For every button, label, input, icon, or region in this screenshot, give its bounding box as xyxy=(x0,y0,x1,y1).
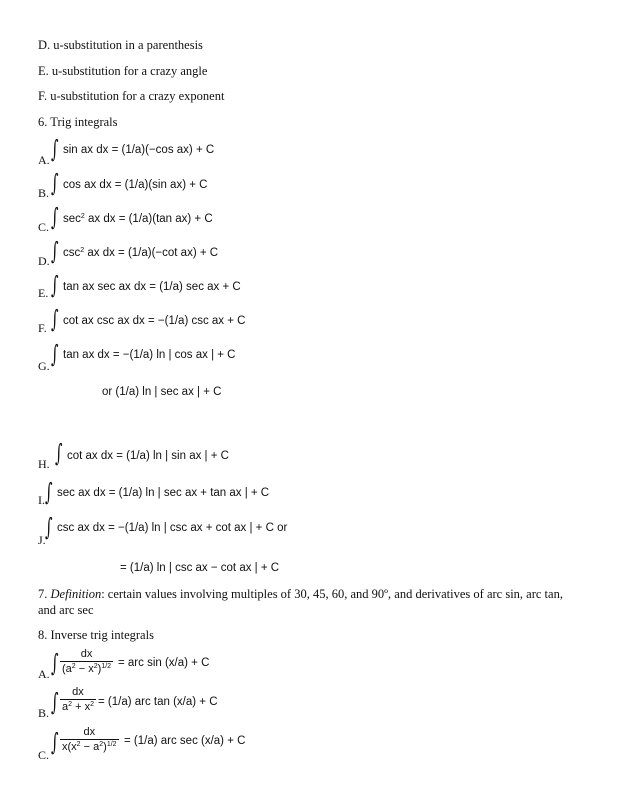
trig-label-c: C. xyxy=(38,220,50,234)
trig-formula-b: cos ax dx = (1/a)(sin ax) + C xyxy=(63,179,208,191)
integral-symbol: ∫ xyxy=(51,203,59,231)
fraction-denominator: $a^2 + x^2$ xyxy=(62,701,94,713)
fraction-numerator: dx xyxy=(72,686,84,698)
inverse-label-a: A. xyxy=(38,667,50,681)
integral-symbol: ∫ xyxy=(55,439,63,467)
integral-symbol: ∫ xyxy=(51,169,59,197)
trig-label-e: E. xyxy=(38,286,49,300)
item-d-parenthesis: D. u-substitution in a parenthesis xyxy=(38,38,203,52)
item-e-crazy-angle: E. u-substitution for a crazy angle xyxy=(38,64,208,78)
trig-formula-a: sin ax dx = (1/a)(−cos ax) + C xyxy=(63,144,215,156)
fraction-bar xyxy=(60,739,119,740)
fraction-denominator: $(a^2 - x^2)^{1/2}$ xyxy=(62,663,112,675)
trig-formula-c: $\sec^2$ ax dx = (1/a)(tan ax) + C xyxy=(63,213,213,225)
integral-symbol: ∫ xyxy=(51,340,59,368)
integral-symbol: ∫ xyxy=(51,649,59,677)
inverse-result-c: = (1/a) arc sec (x/a) + C xyxy=(124,735,246,747)
trig-label-b: B. xyxy=(38,186,50,200)
inverse-trig-heading: 8. Inverse trig integrals xyxy=(38,628,154,642)
inverse-fraction-b xyxy=(60,686,96,713)
trig-formula-d: $\csc^2$ ax dx = (1/a)(−cot ax) + C xyxy=(63,247,219,259)
integral-symbol: ∫ xyxy=(45,513,53,541)
fraction-numerator: dx xyxy=(83,726,96,738)
trig-integrals-heading: 6. Trig integrals xyxy=(38,115,118,129)
inverse-fraction-c xyxy=(60,726,119,753)
integral-symbol: ∫ xyxy=(45,478,53,506)
trig-formula-i: sec ax dx = (1/a) ln | sec ax + tan ax | + C xyxy=(57,487,270,499)
inverse-result-b: = (1/a) arc tan (x/a) + C xyxy=(98,696,218,708)
trig-label-f: F. xyxy=(38,321,47,335)
trig-label-g: G. xyxy=(38,359,50,373)
trig-formula-j-alt: = (1/a) ln | csc ax − cot ax | + C xyxy=(120,562,280,574)
trig-formula-g-alt: or (1/a) ln | sec ax | + C xyxy=(102,386,222,398)
integral-symbol: ∫ xyxy=(51,237,59,265)
inverse-label-b: B. xyxy=(38,706,50,720)
inverse-label-c: C. xyxy=(38,748,50,762)
inverse-result-a: = arc sin (x/a) + C xyxy=(118,657,210,669)
fraction-denominator: $x(x^2 - a^2)^{1/2}$ xyxy=(62,741,117,753)
integral-symbol: ∫ xyxy=(51,688,59,716)
integral-symbol: ∫ xyxy=(51,271,59,299)
inverse-fraction-a xyxy=(60,648,113,675)
trig-label-j: J. xyxy=(38,533,46,547)
trig-label-a: A. xyxy=(38,153,50,167)
trig-label-h: H. xyxy=(38,457,50,471)
trig-formula-g: tan ax dx = −(1/a) ln | cos ax | + C xyxy=(63,349,236,361)
integral-symbol: ∫ xyxy=(51,305,59,333)
trig-label-i: I. xyxy=(38,493,45,507)
item-f-crazy-exponent: F. u-substitution for a crazy exponent xyxy=(38,89,225,103)
trig-label-d: D. xyxy=(38,254,50,268)
integral-symbol: ∫ xyxy=(51,135,59,163)
fraction-bar xyxy=(60,699,96,700)
fraction-numerator: dx xyxy=(80,648,93,660)
fraction-bar xyxy=(60,661,113,662)
definition-paragraph: 7. Definition: certain values involving multiples of 30, 45, 60, and 90º, and derivatives of arc sin, arc tan, and arc sec xyxy=(38,587,563,617)
trig-formula-f: cot ax csc ax dx = −(1/a) csc ax + C xyxy=(63,315,246,327)
trig-formula-e: tan ax sec ax dx = (1/a) sec ax + C xyxy=(63,281,241,293)
trig-formula-h: cot ax dx = (1/a) ln | sin ax | + C xyxy=(67,450,229,462)
integral-symbol: ∫ xyxy=(51,728,59,756)
trig-formula-j: csc ax dx = −(1/a) ln | csc ax + cot ax | + C or xyxy=(57,522,288,534)
